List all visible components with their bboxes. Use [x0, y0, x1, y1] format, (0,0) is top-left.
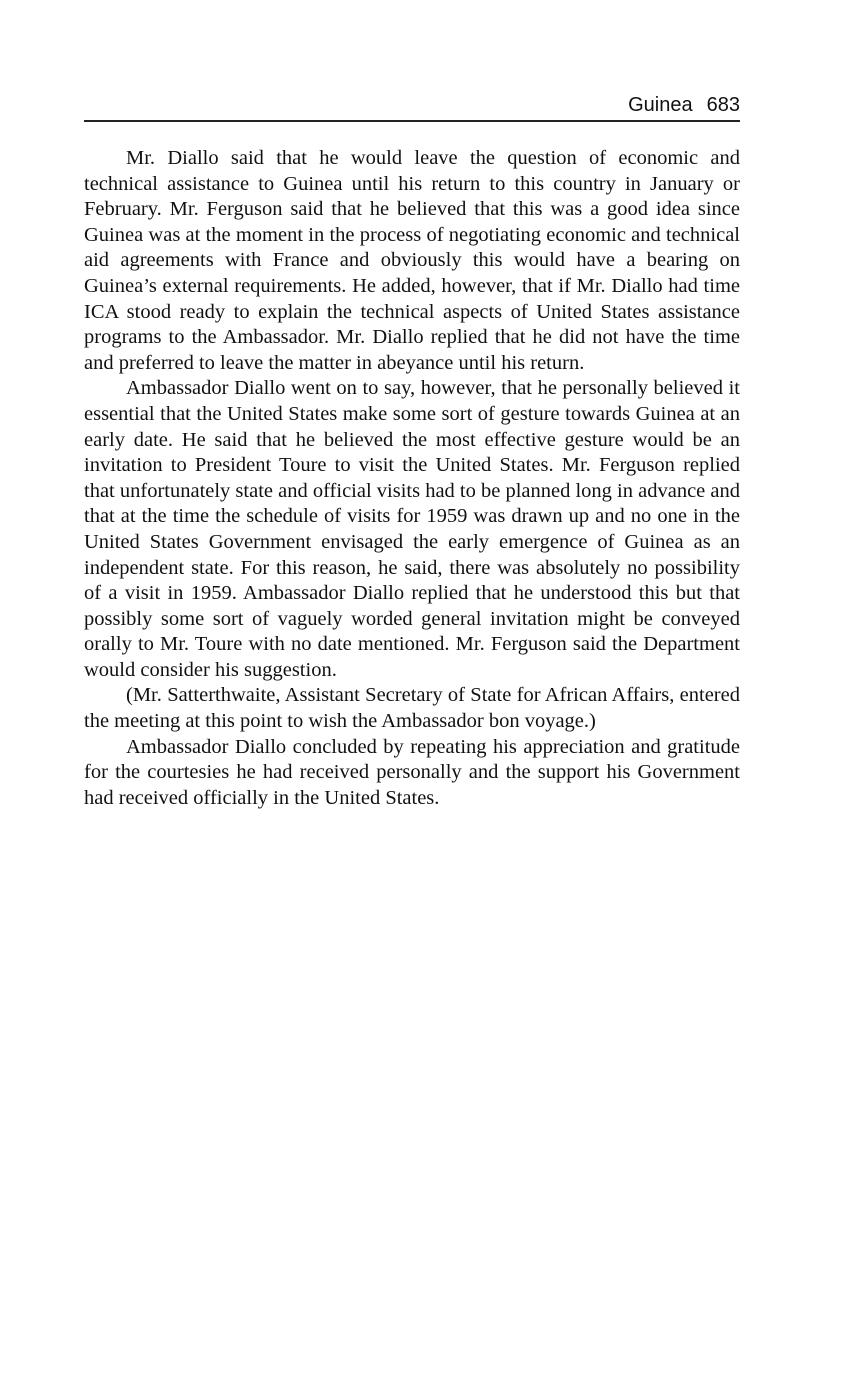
- page-number: 683: [706, 94, 740, 116]
- paragraph-visit-invitation: Ambassador Diallo went on to say, however, that he personally believed it essential that the United States make some sort of gesture towards Guinea at an early date. He said that he believed the most effective gesture would be an invitation to President Toure to visit the United States. Mr. Ferguson replied that unfortunately state and official visits had to be planned long in advance and that at the time the schedule of visits for 1959 was drawn up and no one in the United States Government envisaged the early emergence of Guinea as an independent state. For this reason, he said, there was absolutely no possibility of a visit in 1959. Ambassador Diallo replied that he understood this but that possibly some sort of vaguely worded general invitation might be conveyed orally to Mr. Toure with no date mentioned. Mr. Ferguson said the Department would consider his suggestion.: [84, 377, 740, 681]
- paragraph-satterthwaite-entry: (Mr. Satterthwaite, Assistant Secretary of State for African Affairs, entered the meeting at this point to wish the Ambassador bon voyage.): [84, 684, 740, 733]
- running-head: [628, 92, 740, 118]
- paragraph-conclusion: Ambassador Diallo concluded by repeating his appreciation and gratitude for the courtesies he had received personally and the support his Government had received officially in the United States.: [84, 735, 740, 809]
- body-text: [84, 146, 740, 811]
- header-rule: [84, 120, 740, 122]
- paragraph-economic-assistance: Mr. Diallo said that he would leave the question of economic and technical assistance to Guinea until his return to this country in January or February. Mr. Ferguson said that he believed that this was a good idea since Guinea was at the moment in the process of negotiating economic and technical aid agreements with France and obviously this would have a bearing on Guinea’s external requirements. He added, however, that if Mr. Diallo had time ICA stood ready to explain the technical aspects of United States assistance programs to the Ambassador. Mr. Diallo replied that he did not have the time and preferred to leave the matter in abeyance until his return.: [84, 147, 740, 374]
- running-head-section: Guinea: [628, 94, 693, 116]
